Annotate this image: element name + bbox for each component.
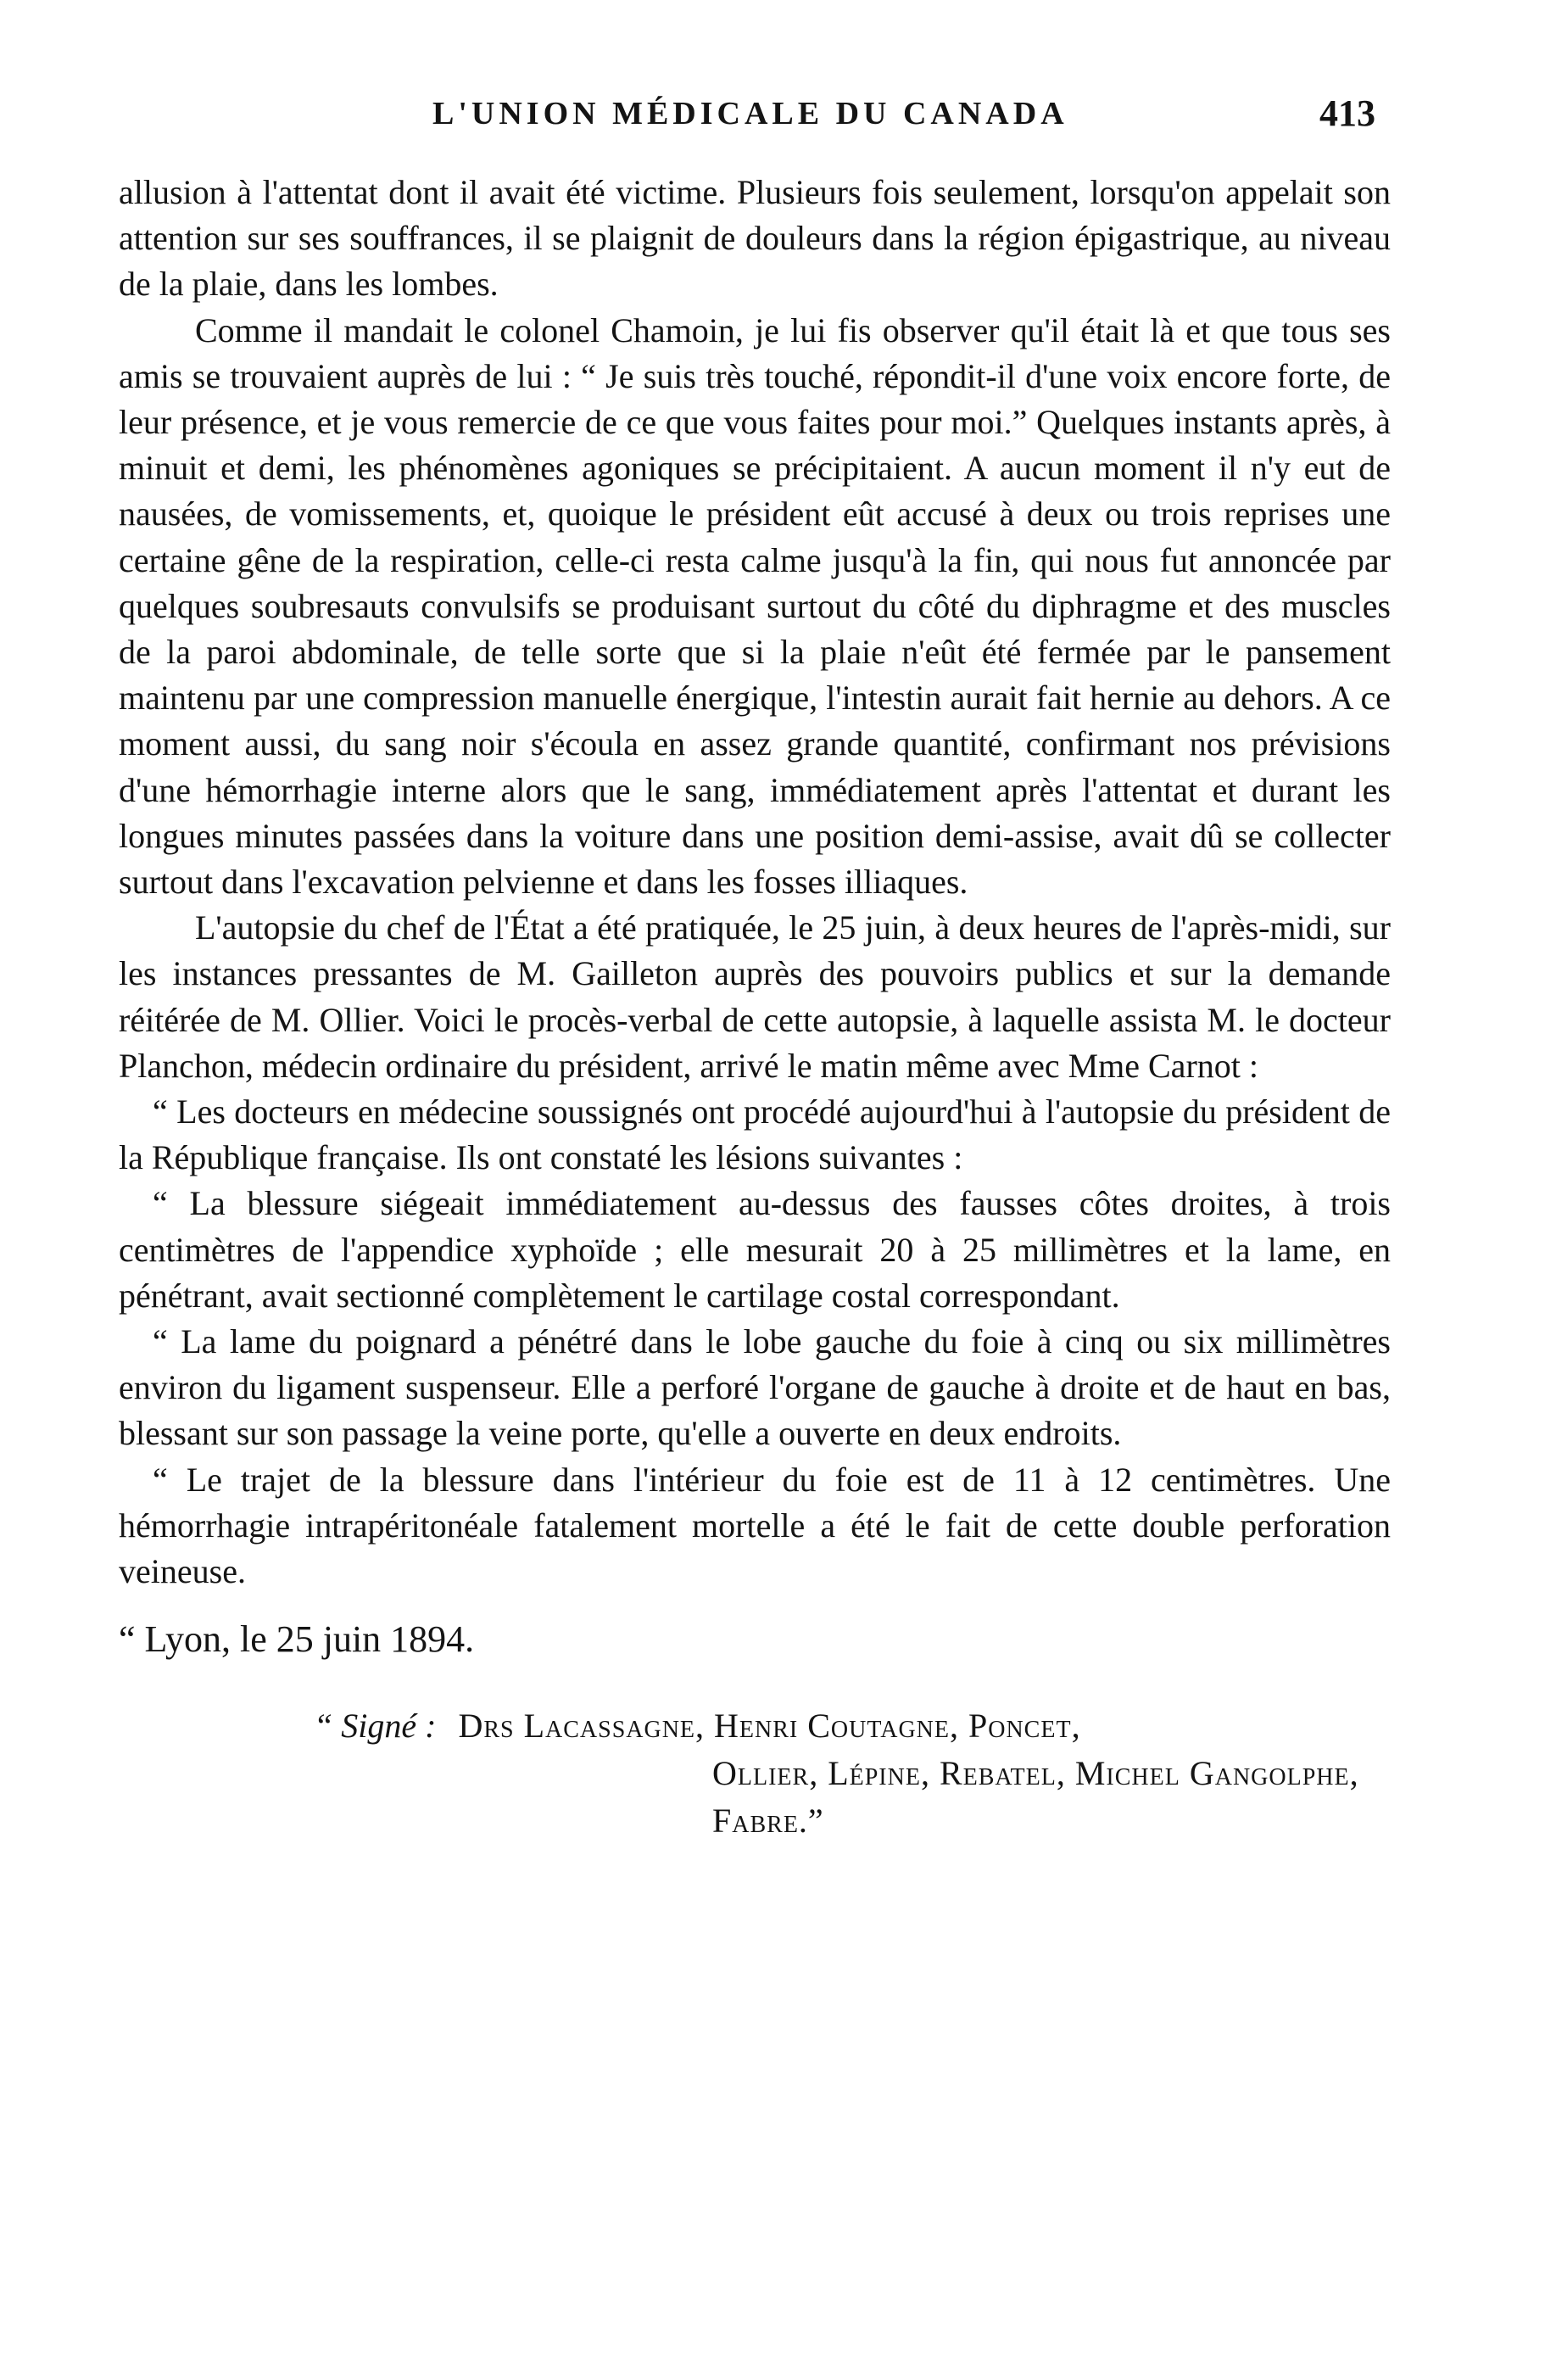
signatories-line-2: Ollier, Lépine, Rebatel, Michel Gangolphe, Fabre.” (712, 1753, 1359, 1840)
quoted-paragraph: “ La lame du poignard a pénétré dans le lobe gauche du foie à cinq ou six millimètres environ du ligament suspenseur. Elle a perforé l'organe de gauche à droite et de haut en bas, blessant sur son passage la veine porte, qu'elle a ouverte en deux endroits. (119, 1322, 1391, 1453)
quoted-paragraph: “ Le trajet de la blessure dans l'intérieur du foie est de 11 à 12 centimètres. Une hémorrhagie intrapéritonéale fatalement mortelle a été le fait de cette double perforation veineuse. (119, 1460, 1391, 1591)
page-header (119, 92, 1399, 146)
dateline: “ Lyon, le 25 juin 1894. (119, 1618, 475, 1661)
signature-block (119, 1702, 1391, 1845)
paragraph: L'autopsie du chef de l'État a été pratiquée, le 25 juin, à deux heures de l'après-midi, sur les instances pressantes de M. Gailleton auprès des pouvoirs publics et sur la demande réitérée de M. Ollier. Voici le procès-verbal de cette autopsie, à laquelle assista M. le docteur Planchon, médecin ordinaire du président, arrivé le matin même avec Mme Carnot : (119, 908, 1391, 1085)
paragraph: Comme il mandait le colonel Chamoin, je lui fis observer qu'il était là et que tous ses amis se trouvaient auprès de lui : “ Je suis très touché, répondit-il d'une voix encore forte, de leur présence, et je vous remercie de ce que vous faites pour moi.” Quelques instants après, à minuit et demi, les phénomènes agoniques se précipitaient. A aucun moment il n'y eut de nausées, de vomissements, et, quoique le président eût accusé à deux ou trois reprises une certaine gêne de la respiration, celle-ci resta calme jusqu'à la fin, qui nous fut annoncée par quelques soubresauts convulsifs se produisant surtout du côté du diphragme et des muscles de la paroi abdominale, de telle sorte que si la plaie n'eût été fermée par le pansement maintenu par une compression manuelle énergique, l'intestin aurait fait hernie au dehors. A ce moment aussi, du sang noir s'écoula en assez grande quantité, confirmant nos prévisions d'une hémorrhagie interne alors que le sang, immédiatement après l'attentat et durant les longues minutes passées dans la voiture dans une position demi-assise, avait dû se collecter surtout dans l'excavation pelvienne et dans les fosses illiaques. (119, 310, 1391, 902)
quoted-paragraph: “ Les docteurs en médecine soussignés ont procédé aujourd'hui à l'autopsie du président de la République française. Ils ont constaté les lésions suivantes : (119, 1092, 1391, 1177)
page-number: 413 (1319, 92, 1375, 134)
running-title: L'UNION MÉDICALE DU CANADA (432, 96, 1068, 131)
signature-label: “ Signé : (314, 1706, 437, 1745)
body-text (119, 170, 1391, 1845)
paragraph: allusion à l'attentat dont il avait été victime. Plusieurs fois seulement, lorsqu'on appelait son attention sur ses souffrances, il se plaignit de douleurs dans la région épigastrique, au niveau de la plaie, dans les lombes. (119, 173, 1391, 304)
signatories-line-1: Drs Lacassagne, Henri Coutagne, Poncet, (458, 1706, 1081, 1745)
quoted-paragraph: “ La blessure siégeait immédiatement au-dessus des fausses côtes droites, à trois centimètres de l'appendice xyphoïde ; elle mesurait 20 à 25 millimètres et la lame, en pénétrant, avait sectionné complètement le cartilage costal correspondant. (119, 1184, 1391, 1315)
